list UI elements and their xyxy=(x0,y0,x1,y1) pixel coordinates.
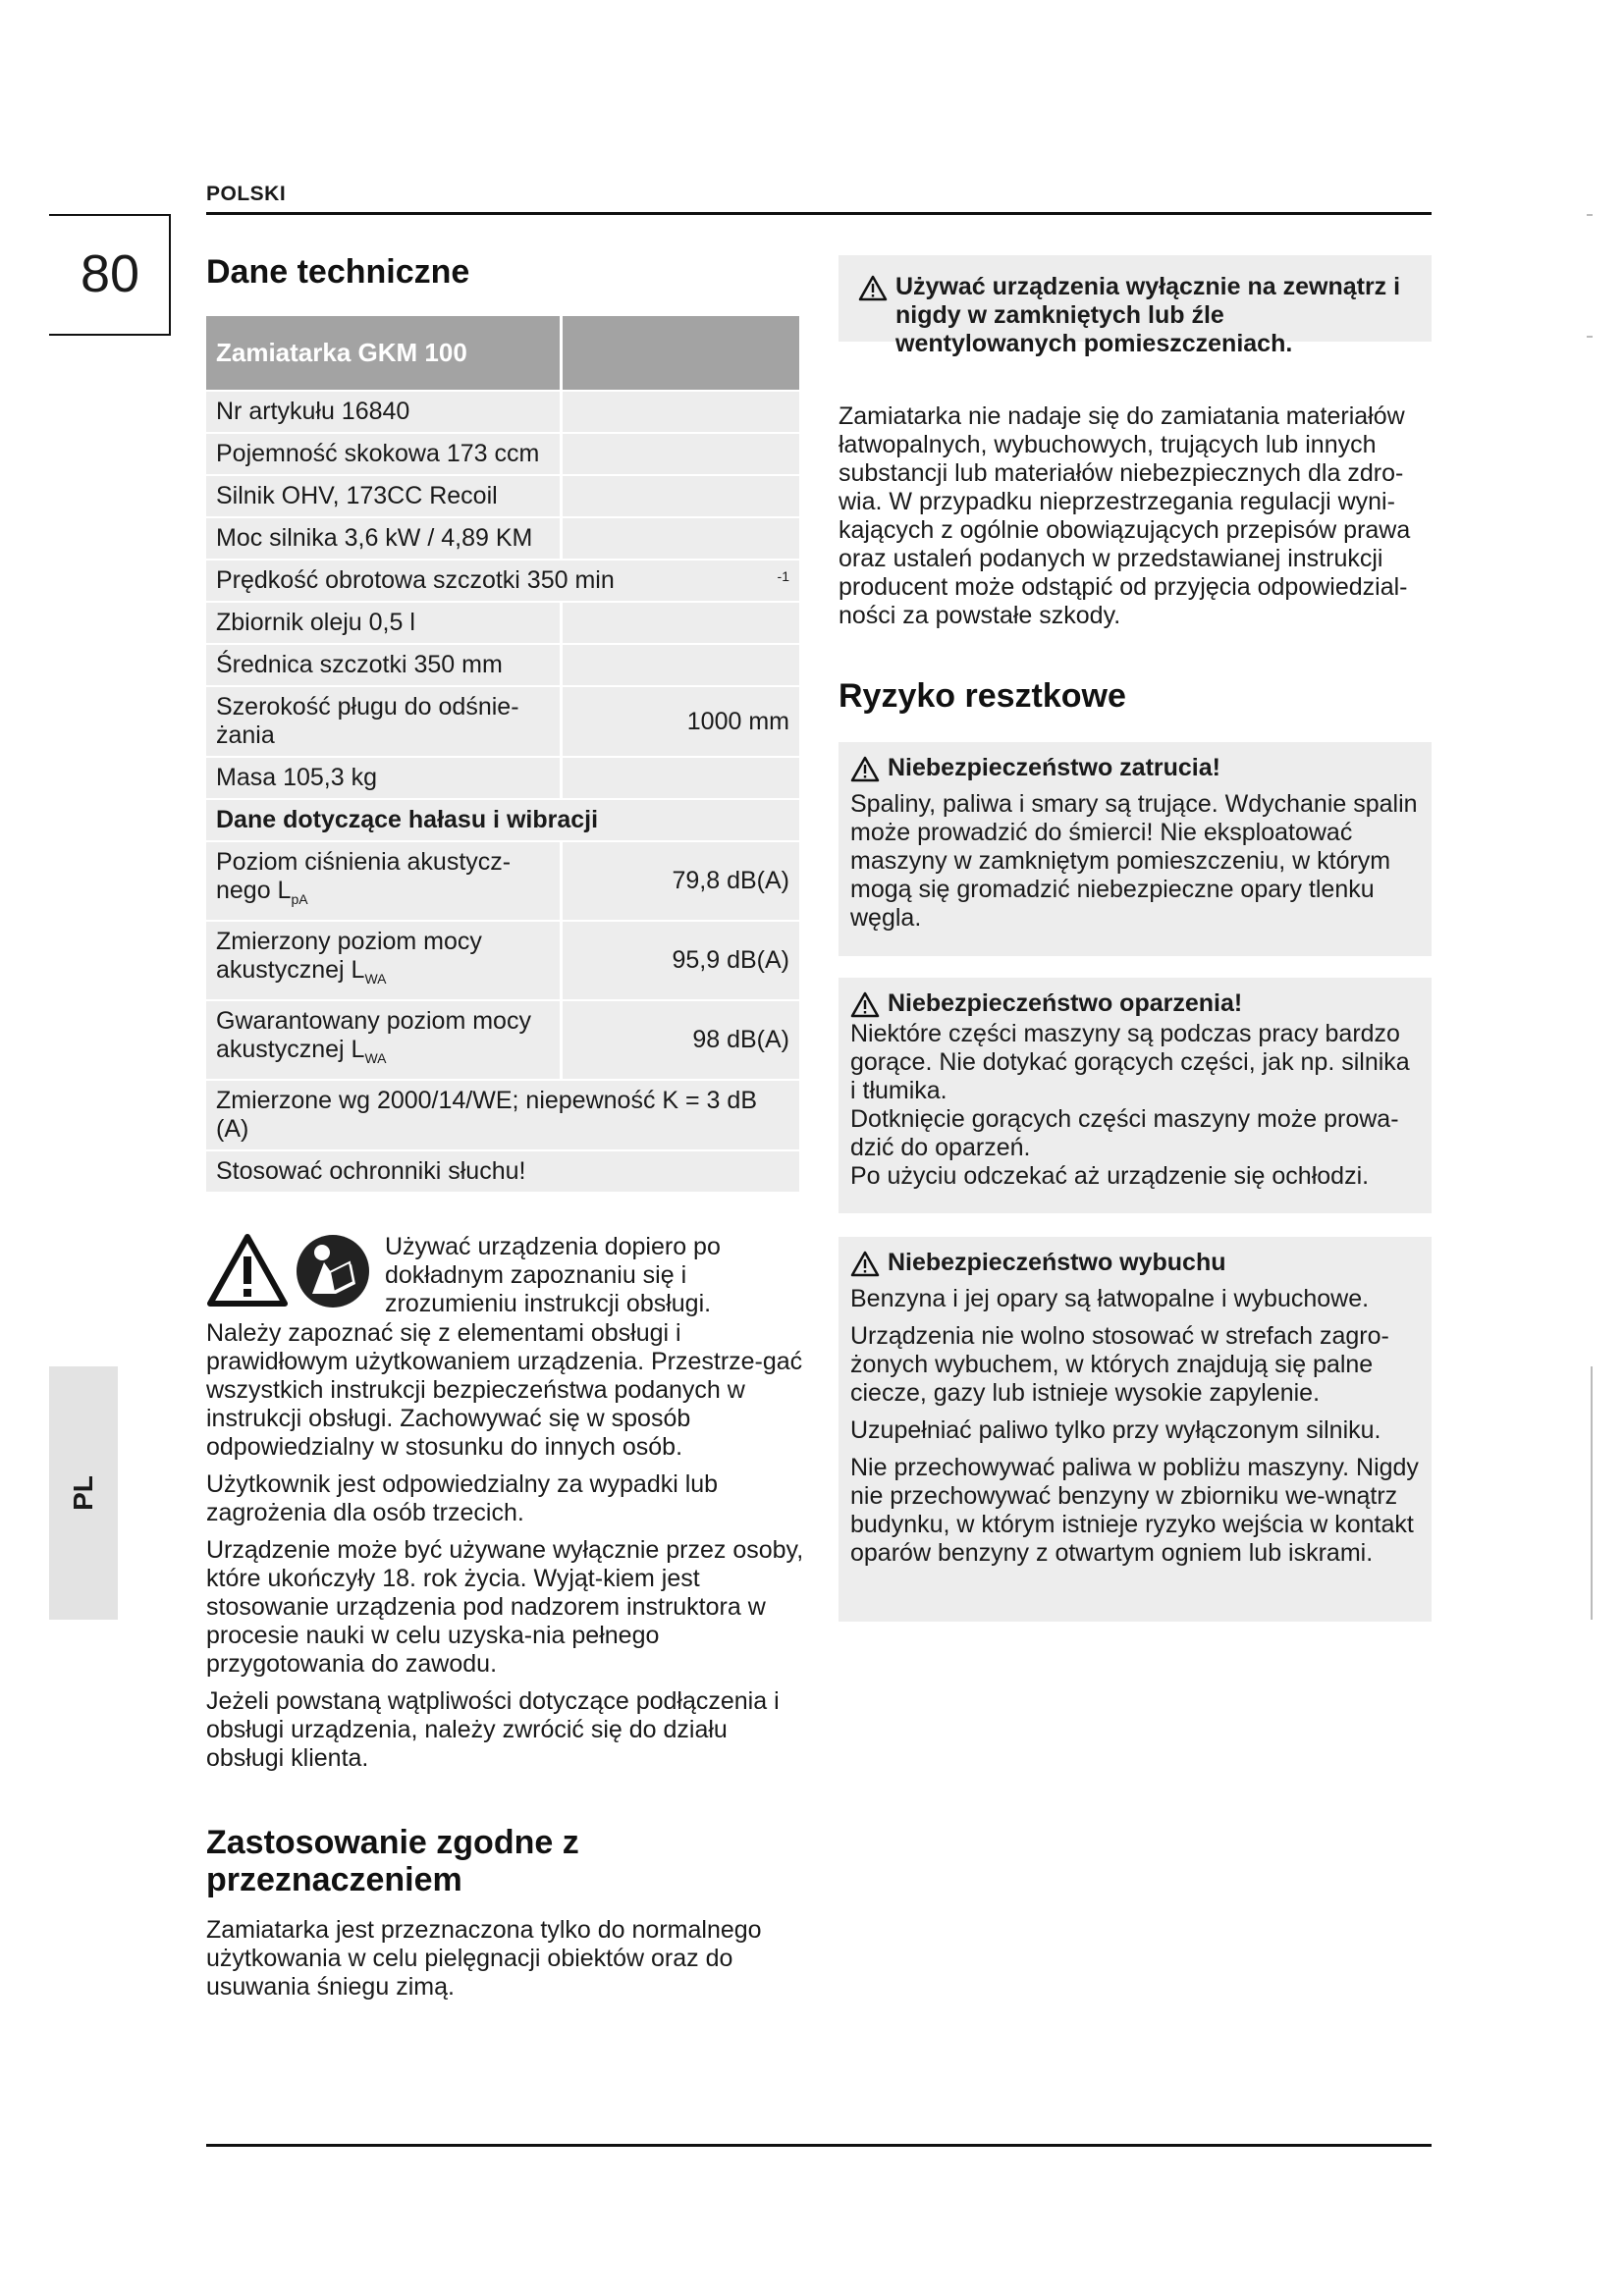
side-tab-text: PL xyxy=(68,1475,98,1511)
spec-displacement: Pojemność skokowa 173 ccm xyxy=(206,434,563,474)
explosion-warning-p3: Uzupełniać paliwo tylko przy wyłączonym silniku. xyxy=(850,1416,1381,1444)
burn-warning-title-text: Niebezpieczeństwo oparzenia! xyxy=(888,989,1243,1017)
poison-warning-title-text: Niebezpieczeństwo zatrucia! xyxy=(888,754,1220,781)
table-row xyxy=(206,603,799,643)
warning-triangle-icon xyxy=(850,1251,880,1277)
safety-intro-body xyxy=(206,1319,805,1782)
residual-risk-title: Ryzyko resztkowe xyxy=(839,677,1126,715)
safety-icons-row xyxy=(206,1233,371,1309)
page-number: 80 xyxy=(80,244,140,303)
table-row xyxy=(206,758,799,798)
language-side-tab-label xyxy=(49,1366,118,1620)
edge-mark xyxy=(1591,1366,1593,1620)
table-row xyxy=(206,518,799,559)
tech-spec-table xyxy=(206,314,799,1194)
spec-oil-tank: Zbiornik oleju 0,5 l xyxy=(206,603,563,643)
spec-plow-width-value: 1000 mm xyxy=(563,687,799,756)
burn-warning-p1: Niektóre części maszyny są podczas pracy bardzo gorące. Nie dotykać gorących części, jak np. silnika i tłumika. xyxy=(850,1020,1410,1104)
edge-mark xyxy=(1587,336,1593,338)
outdoor-warning-title-text: Używać urządzenia wyłącznie na zewnątrz i nigdy w zamkniętych lub źle wentylowanych pomieszczeniach. xyxy=(895,273,1401,357)
spec-lpa-value: 79,8 dB(A) xyxy=(563,842,799,920)
table-row xyxy=(206,392,799,432)
burn-warning-box xyxy=(839,978,1432,1213)
explosion-warning-title xyxy=(850,1249,1420,1277)
spec-lwa-measured-label-text: Zmierzony poziom mocy akustycznej L xyxy=(216,928,482,984)
read-manual-icon xyxy=(295,1233,371,1309)
table-row xyxy=(206,842,799,920)
table-row xyxy=(206,800,799,840)
burn-warning-title xyxy=(850,989,1420,1018)
table-row xyxy=(206,1081,799,1149)
table-row xyxy=(206,434,799,474)
explosion-warning-p4: Nie przechowywać paliwa w pobliżu maszyny. Nigdy nie przechowywać benzyny w zbiorniku we-wnątrz budynku, w którym istnieje ryzyko wejścia w kontakt oparów benzyny z otwartym ogniem lub iskrami. xyxy=(850,1454,1419,1567)
poison-warning-box xyxy=(839,742,1432,956)
spec-brush-diameter: Średnica szczotki 350 mm xyxy=(206,645,563,685)
spec-noise-heading: Dane dotyczące hałasu i wibracji xyxy=(206,800,799,840)
table-header-row xyxy=(206,316,799,390)
table-header-empty xyxy=(563,316,799,390)
outdoor-warning-box xyxy=(839,255,1432,357)
warning-triangle-icon xyxy=(206,1233,289,1308)
burn-warning-p2: Dotknięcie gorących części maszyny może prowa-dzić do oparzeń. xyxy=(850,1105,1399,1161)
spec-lpa-label xyxy=(206,842,563,920)
safety-intro-p4: Jeżeli powstaną wątpliwości dotyczące podłączenia i obsługi urządzenia, należy zwrócić się do działu obsługi klienta. xyxy=(206,1687,780,1772)
tech-data-title: Dane techniczne xyxy=(206,253,470,291)
intended-use-title: Zastosowanie zgodne z przeznaczeniem xyxy=(206,1824,579,1898)
spec-lwa-guaranteed-value: 98 dB(A) xyxy=(563,1001,799,1079)
spec-article: Nr artykułu 16840 xyxy=(206,392,563,432)
spec-brush-speed xyxy=(206,561,799,601)
spec-lpa-label-text: Poziom ciśnienia akustycz-nego L xyxy=(216,848,512,904)
safety-intro-p2: Użytkownik jest odpowiedzialny za wypadki lub zagrożenia dla osób trzecich. xyxy=(206,1470,719,1526)
table-row xyxy=(206,476,799,516)
spec-brush-speed-text: Prędkość obrotowa szczotki 350 min xyxy=(216,566,615,594)
table-row xyxy=(206,561,799,601)
warning-triangle-icon xyxy=(858,275,888,301)
safety-icon-text: Używać urządzenia dopiero po dokładnym zapoznaniu się i zrozumieniu instrukcji obsługi. xyxy=(385,1233,721,1317)
spec-lwa-guaranteed-label xyxy=(206,1001,563,1079)
spec-lwa-measured-value: 95,9 dB(A) xyxy=(563,922,799,999)
table-row xyxy=(206,1001,799,1079)
spec-power: Moc silnika 3,6 kW / 4,89 KM xyxy=(206,518,563,559)
warning-triangle-icon xyxy=(850,991,880,1018)
spec-lwa-measured-sub: WA xyxy=(364,971,387,987)
edge-mark xyxy=(1587,214,1593,216)
safety-intro-p1: Należy zapoznać się z elementami obsługi i prawidłowym użytkowaniem urządzenia. Przestrze-gać wszystkich instrukcji bezpieczeństwa podanych w instrukcji obsługi. Zachowywać się w sposób odpowiedzialny w stosunku do innych osób. xyxy=(206,1319,803,1461)
outdoor-warning-p1: Zamiatarka nie nadaje się do zamiatania materiałów łatwopalnych, wybuchowych, trujących lub innych substancji lub materiałów niebezpiecznych dla zdro-wia. W przypadku nieprzestrzegania regulacji wyni-kających z ogólnie obowiązujących przepisów prawa oraz ustaleń podanych w przedstawianej instrukcji producent może odstąpić od przyjęcia odpowiedzial-ności za powstałe szkody. xyxy=(839,402,1411,629)
warning-triangle-icon xyxy=(850,756,880,782)
explosion-warning-body xyxy=(850,1285,1420,1568)
explosion-warning-p2: Urządzenia nie wolno stosować w strefach zagro-żonych wybuchem, w których znajdują się palne ciecze, gazy lub istnieje wysokie zapylenie. xyxy=(850,1322,1389,1407)
spec-engine: Silnik OHV, 173CC Recoil xyxy=(206,476,563,516)
poison-warning-p1: Spaliny, paliwa i smary są trujące. Wdychanie spalin może prowadzić do śmierci! Nie eksploatować maszyny w zamkniętym pomieszczeniu, w którym mogą się gromadzić niebezpieczne opary tlenku węgla. xyxy=(850,790,1418,932)
explosion-warning-p1: Benzyna i jej opary są łatwopalne i wybuchowe. xyxy=(850,1285,1370,1312)
table-header-model: Zamiatarka GKM 100 xyxy=(206,316,563,390)
header-language: POLSKI xyxy=(206,183,287,205)
spec-lwa-guaranteed-sub: WA xyxy=(364,1050,387,1066)
table-row xyxy=(206,1151,799,1192)
explosion-warning-box xyxy=(839,1237,1432,1622)
table-row xyxy=(206,645,799,685)
header-rule xyxy=(206,212,1432,215)
poison-warning-body xyxy=(850,790,1420,933)
table-row xyxy=(206,922,799,999)
burn-warning-body xyxy=(850,1020,1420,1191)
spec-lwa-measured-label xyxy=(206,922,563,999)
safety-intro-p3: Urządzenie może być używane wyłącznie przez osoby, które ukończyły 18. rok życia. Wyjąt-kiem jest stosowanie urządzenia pod nadzorem instruktora w procesie nauki w celu uzyska-nia pełnego przygotowania do zawodu. xyxy=(206,1536,804,1678)
spec-lpa-sub: pA xyxy=(291,891,308,907)
table-row xyxy=(206,687,799,756)
burn-warning-p3: Po użyciu odczekać aż urządzenie się ochłodzi. xyxy=(850,1162,1370,1190)
explosion-warning-title-text: Niebezpieczeństwo wybuchu xyxy=(888,1249,1226,1276)
spec-measured-wg: Zmierzone wg 2000/14/WE; niepewność K = 3 dB (A) xyxy=(206,1081,799,1149)
outdoor-warning-title xyxy=(858,273,1412,358)
intended-use-p1: Zamiatarka jest przeznaczona tylko do normalnego użytkowania w celu pielęgnacji obiektów oraz do usuwania śniegu zimą. xyxy=(206,1916,762,2001)
spec-lwa-guaranteed-label-text: Gwarantowany poziom mocy akustycznej L xyxy=(216,1007,531,1063)
spec-plow-width-label: Szerokość pługu do odśnie-żania xyxy=(206,687,563,756)
footer-rule xyxy=(206,2144,1432,2147)
spec-mass: Masa 105,3 kg xyxy=(206,758,563,798)
spec-brush-speed-unit-sup: -1 xyxy=(777,568,789,584)
spec-hearing-protection: Stosować ochronniki słuchu! xyxy=(206,1151,799,1192)
poison-warning-title xyxy=(850,754,1420,782)
